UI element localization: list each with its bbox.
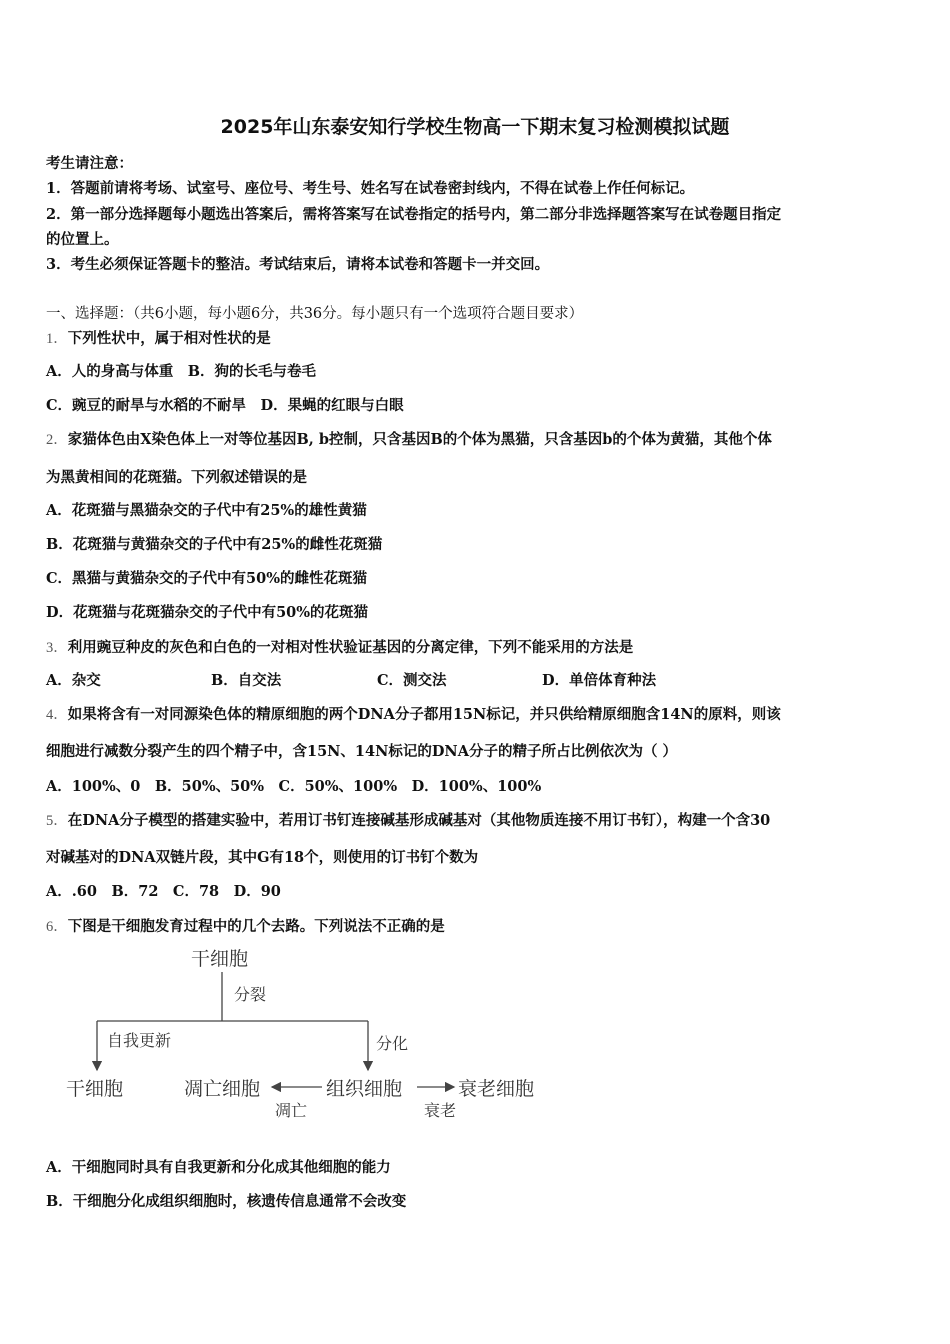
q1-options-ab: A．人的身高与体重 B．狗的长毛与卷毛 xyxy=(46,363,317,380)
q3-number: 3． xyxy=(46,640,68,656)
q6-text: 下图是干细胞发育过程中的几个去路。下列说法不正确的是 xyxy=(67,918,445,935)
notice-item-3: 3．考生必须保证答题卡的整洁。考试结束后，请将本试卷和答题卡一并交回。 xyxy=(46,256,550,273)
q5-stem xyxy=(46,809,770,830)
notice-item-1: 1．答题前请将考场、试室号、座位号、考生号、姓名写在试卷密封线内，不得在试卷上作任何标记。 xyxy=(46,180,695,197)
q3-text: 利用豌豆种皮的灰色和白色的一对相对性状验证基因的分离定律，下列不能采用的方法是 xyxy=(67,639,634,656)
q3-option-d: D．单倍体育种法 xyxy=(542,672,657,689)
diagram-apoptotic-cell: 凋亡细胞 xyxy=(184,1078,261,1100)
diagram-self-renew-label: 自我更新 xyxy=(107,1031,172,1050)
notice-item-2: 2．第一部分选择题每小题选出答案后，需将答案写在试卷指定的括号内，第二部分非选择题答案写在试卷题目指定 xyxy=(46,206,782,223)
q6-option-a: A．干细胞同时具有自我更新和分化成其他细胞的能力 xyxy=(46,1159,391,1176)
q4-text-2: 细胞进行减数分裂产生的四个精子中，含15N、14N标记的DNA分子的精子所占比例依次为（ ） xyxy=(46,743,677,760)
page-title: 2025年山东泰安知行学校生物高一下期末复习检测模拟试题 xyxy=(220,116,730,138)
diagram-split-label: 分裂 xyxy=(234,985,267,1004)
q2-option-a: A．花斑猫与黑猫杂交的子代中有25%的雄性黄猫 xyxy=(46,502,367,519)
stem-cell-diagram xyxy=(60,938,560,1128)
q4-text-1: 如果将含有一对同源染色体的精原细胞的两个DNA分子都用15N标记，并只供给精原细胞含14N的原料，则该 xyxy=(67,706,781,723)
q1-text: 下列性状中，属于相对性状的是 xyxy=(67,330,271,347)
q2-text-1: 家猫体色由X染色体上一对等位基因B, b控制，只含基因B的个体为黑猫，只含基因b的个体为黄猫，其他个体 xyxy=(67,431,772,448)
q4-options: A．100%、0 B．50%、50% C．50%、100% D．100%、100% xyxy=(46,778,542,795)
q2-text-2: 为黑黄相间的花斑猫。下列叙述错误的是 xyxy=(46,469,307,486)
q6-stem xyxy=(46,915,445,936)
q5-number: 5． xyxy=(46,813,68,829)
section-heading: 一、选择题：（共6小题，每小题6分，共36分。每小题只有一个选项符合题目要求） xyxy=(46,306,584,322)
diagram-differentiate-label: 分化 xyxy=(376,1034,409,1053)
diagram-top-stem-cell: 干细胞 xyxy=(191,948,249,970)
q3-option-c: C．测交法 xyxy=(377,672,447,689)
q5-text-2: 对碱基对的DNA双链片段，其中G有18个，则使用的订书钉个数为 xyxy=(46,849,479,866)
q3-option-a: A．杂交 xyxy=(46,672,101,689)
notice-item-2-cont: 的位置上。 xyxy=(46,231,119,248)
q2-number: 2． xyxy=(46,432,68,448)
q2-stem xyxy=(46,428,772,449)
q6-number: 6． xyxy=(46,919,68,935)
q1-options-cd: C．豌豆的耐旱与水稻的不耐旱 D．果蝇的红眼与白眼 xyxy=(46,397,404,414)
q4-stem xyxy=(46,703,781,724)
diagram-stem-cell: 干细胞 xyxy=(66,1078,124,1100)
q2-option-b: B．花斑猫与黄猫杂交的子代中有25%的雌性花斑猫 xyxy=(46,536,383,553)
notice-heading: 考生请注意： xyxy=(46,155,133,172)
q1-number: 1． xyxy=(46,331,68,347)
diagram-apoptosis-label: 凋亡 xyxy=(275,1101,308,1120)
q2-option-c: C．黑猫与黄猫杂交的子代中有50%的雌性花斑猫 xyxy=(46,570,367,587)
diagram-aging-label: 衰老 xyxy=(424,1101,457,1120)
diagram-tissue-cell: 组织细胞 xyxy=(326,1078,403,1100)
q5-text-1: 在DNA分子模型的搭建实验中，若用订书钉连接碱基形成碱基对（其他物质连接不用订书钉），构建一个含30 xyxy=(67,812,771,829)
diagram-aging-cell: 衰老细胞 xyxy=(458,1078,535,1100)
q6-option-b: B．干细胞分化成组织细胞时，核遗传信息通常不会改变 xyxy=(46,1193,407,1210)
q2-option-d: D．花斑猫与花斑猫杂交的子代中有50%的花斑猫 xyxy=(46,604,369,621)
q3-option-b: B．自交法 xyxy=(211,672,282,689)
q1-stem xyxy=(46,327,271,348)
q3-stem xyxy=(46,636,633,657)
q4-number: 4． xyxy=(46,707,68,723)
q5-options: A．.60 B．72 C．78 D．90 xyxy=(46,883,281,900)
